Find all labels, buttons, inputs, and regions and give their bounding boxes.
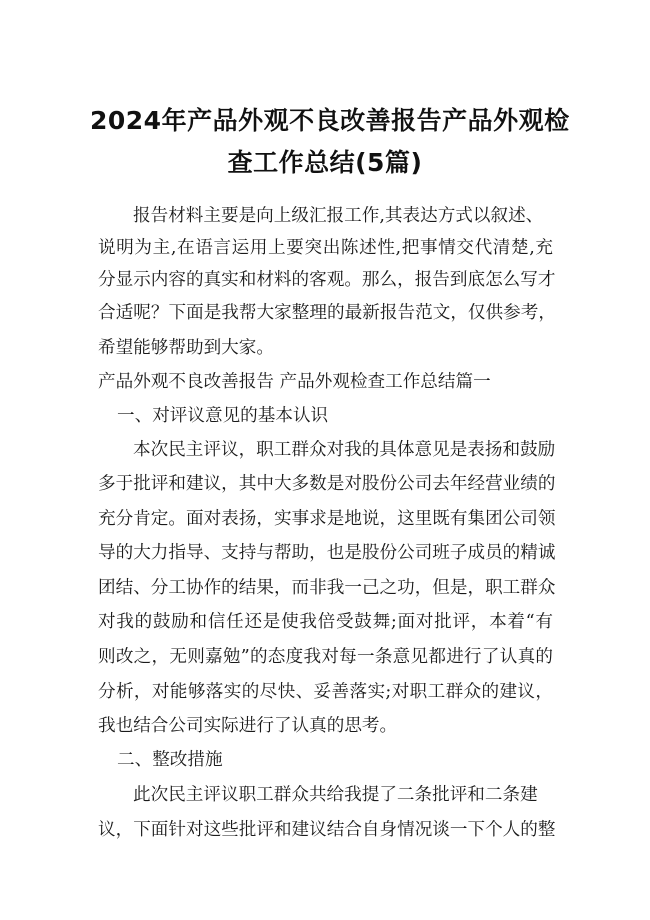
section-heading: 一、对评议意见的基本认识: [117, 406, 329, 426]
section1-line: 本次民主评议，职工群众对我的具体意见是表扬和鼓励: [133, 440, 556, 460]
intro-line: 希望能够帮助到大家。: [98, 338, 274, 358]
section2-line: 议，下面针对这些批评和建议结合自身情况谈一下个人的整: [98, 820, 556, 840]
intro-line: 分显示内容的真实和材料的客观。那么，报告到底怎么写才: [98, 270, 556, 290]
section1-line: 我也结合公司实际进行了认真的思考。: [98, 716, 398, 736]
section-heading: 二、整改措施: [117, 750, 223, 770]
intro-line: 合适呢？下面是我帮大家整理的最新报告范文，仅供参考，: [98, 303, 556, 323]
section1-line: 分析，对能够落实的尽快、妥善落实;对职工群众的建议，: [98, 682, 553, 702]
section1-line: 导的大力指导、支持与帮助，也是股份公司班子成员的精诚: [98, 543, 556, 563]
document-title-line-1: 2024年产品外观不良改善报告产品外观检: [90, 106, 570, 135]
section1-line: 团结、分工协作的结果，而非我一己之功，但是，职工群众: [98, 578, 556, 598]
section1-line: 多于批评和建议，其中大多数是对股份公司去年经营业绩的: [98, 474, 556, 494]
intro-line: 报告材料主要是向上级汇报工作,其表达方式以叙述、: [133, 206, 544, 226]
section1-line: 则改之，无则嘉勉”的态度我对每一条意见都进行了认真的: [98, 647, 553, 667]
document-title-line-2: 查工作总结(5篇): [227, 148, 423, 177]
section1-line: 充分肯定。面对表扬，实事求是地说，这里既有集团公司领: [98, 509, 556, 529]
section2-line: 此次民主评议职工群众共给我提了二条批评和二条建: [133, 785, 538, 805]
section1-line: 对我的鼓励和信任还是使我倍受鼓舞;面对批评，本着“有: [98, 612, 553, 632]
article-heading: 产品外观不良改善报告 产品外观检查工作总结篇一: [98, 372, 491, 392]
intro-line: 说明为主,在语言运用上要突出陈述性,把事情交代清楚,充: [98, 238, 553, 258]
